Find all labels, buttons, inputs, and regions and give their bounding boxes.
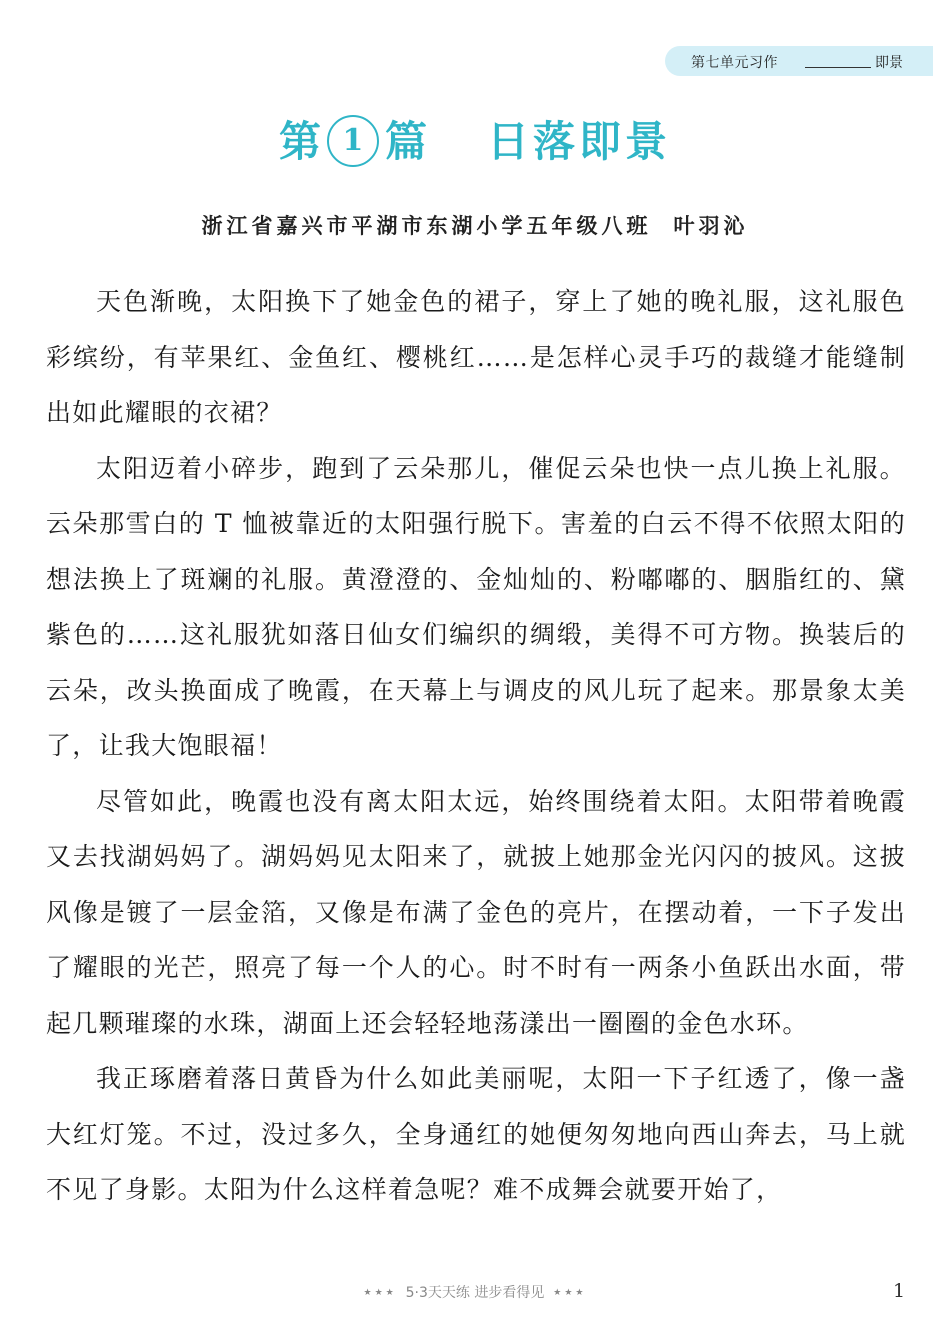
author-name: 叶羽沁 bbox=[673, 213, 749, 238]
title-text: 日落即景 bbox=[487, 117, 672, 166]
article-number-badge: 1 bbox=[327, 115, 379, 167]
article-body bbox=[46, 274, 906, 1218]
page-number: 1 bbox=[893, 1280, 906, 1302]
unit-label: 第七单元习作 bbox=[691, 55, 778, 71]
title-prefix: 第 bbox=[278, 117, 325, 166]
topic-suffix: 即景 bbox=[875, 55, 903, 71]
star-decoration-left: ★★★ bbox=[363, 1288, 397, 1298]
paragraph: 我正琢磨着落日黄昏为什么如此美丽呢，太阳一下子红透了，像一盏大红灯笼。不过，没过多久，全身通红的她便匆匆地向西山奔去，马上就不见了身影。太阳为什么这样着急呢？难不成舞会就要开始了， bbox=[46, 1064, 906, 1204]
title-part: 篇 bbox=[384, 117, 431, 166]
article-title bbox=[0, 110, 950, 174]
author-byline bbox=[0, 210, 950, 240]
author-school: 浙江省嘉兴市平湖市东湖小学五年级八班 bbox=[201, 213, 652, 238]
topic-blank-line bbox=[805, 67, 871, 68]
section-header-tab bbox=[665, 46, 933, 76]
paragraph: 太阳迈着小碎步，跑到了云朵那儿，催促云朵也快一点儿换上礼服。云朵那雪白的 T 恤被靠近的太阳强行脱下。害羞的白云不得不依照太阳的想法换上了斑斓的礼服。黄澄澄的、金灿灿的、粉嘟嘟的、胭脂红的、黛紫色的……这礼服犹如落日仙女们编织的绸缎，美得不可方物。换装后的云朵，改头换面成了晚霞，在天幕上与调皮的风儿玩了起来。那景象太美了，让我大饱眼福！ bbox=[46, 453, 906, 760]
footer-slogan: 5·3天天练 进步看得见 bbox=[405, 1285, 545, 1301]
paragraph: 尽管如此，晚霞也没有离太阳太远，始终围绕着太阳。太阳带着晚霞又去找湖妈妈了。湖妈妈见太阳来了，就披上她那金光闪闪的披风。这披风像是镀了一层金箔，又像是布满了金色的亮片，在摆动着，一下子发出了耀眼的光芒，照亮了每一个人的心。时不时有一两条小鱼跃出水面，带起几颗璀璨的水珠，湖面上还会轻轻地荡漾出一圈圈的金色水环。 bbox=[46, 786, 906, 1038]
star-decoration-right: ★★★ bbox=[553, 1288, 587, 1298]
page-footer bbox=[0, 1282, 950, 1302]
paragraph: 天色渐晚，太阳换下了她金色的裙子，穿上了她的晚礼服，这礼服色彩缤纷，有苹果红、金鱼红、樱桃红……是怎样心灵手巧的裁缝才能缝制出如此耀眼的衣裙？ bbox=[46, 287, 906, 427]
